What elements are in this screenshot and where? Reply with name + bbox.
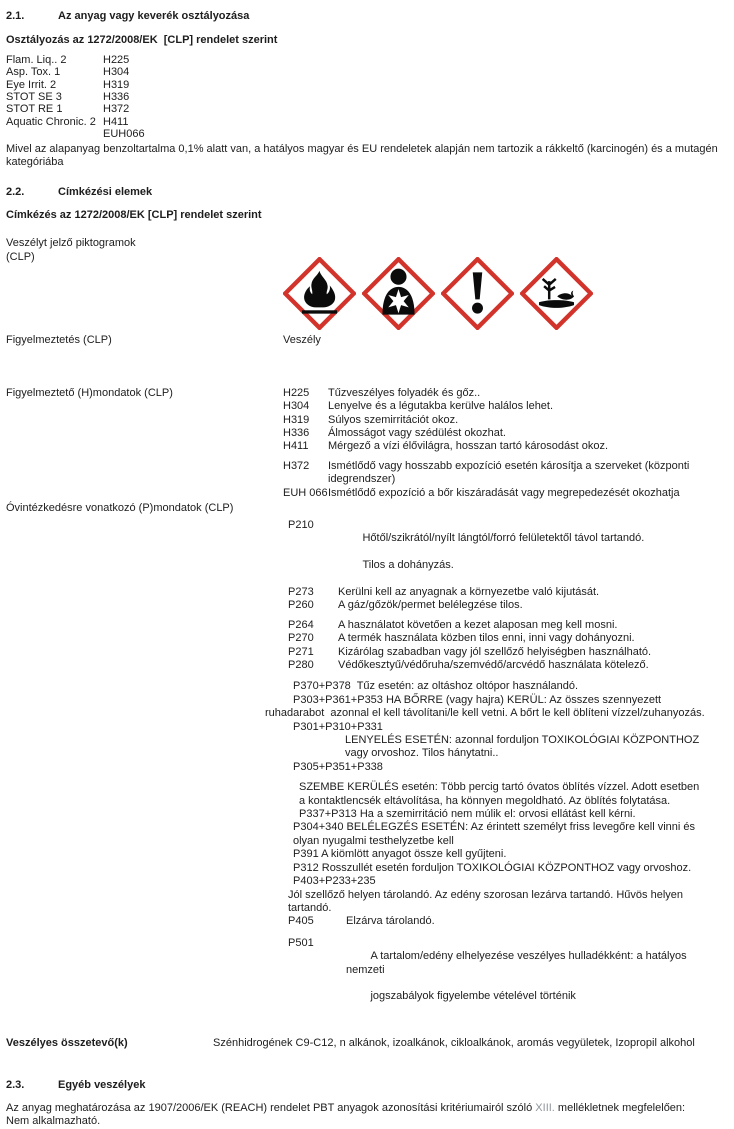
- pbt-result: Nem alkalmazható.: [6, 1115, 101, 1128]
- labelling-subtitle: Címkézés az 1272/2008/EK [CLP] rendelet szerint: [6, 208, 262, 221]
- hazard-code: H319: [103, 78, 130, 91]
- classification-row: [6, 91, 728, 103]
- p-statement: [283, 915, 728, 928]
- hazard-class: Eye Irrit. 2: [6, 78, 57, 91]
- pictogram-label-line2: (CLP): [6, 250, 35, 263]
- hazard-class: STOT RE 1: [6, 103, 63, 116]
- p-text: A használatot követően a kezet alaposan meg kell mosni.: [338, 618, 618, 631]
- hazard-code: H336: [103, 91, 130, 104]
- hazard-code: H411: [103, 115, 129, 128]
- h-text: Súlyos szemirritációt okoz.: [328, 413, 459, 426]
- classification-row: [6, 128, 728, 140]
- h-code: H336: [283, 426, 310, 439]
- ghs09-pictogram: [520, 257, 593, 330]
- p-statement-line: P304+340 BELÉLEGZÉS ESETÉN: Az érintett személyt friss levegőre kell vinni és: [293, 821, 695, 834]
- h-statements-list: [283, 387, 728, 500]
- section-title: Az anyag vagy keverék osztályozása: [58, 10, 250, 22]
- pbt-text-before: Az anyag meghatározása az 1907/2006/EK (REACH) rendelet PBT anyagok azonosítási kritériumairól szóló: [6, 1101, 536, 1114]
- h-text: Álmosságot vagy szédülést okozhat.: [328, 426, 506, 439]
- section-2-1-heading: [6, 10, 728, 23]
- ingredients-value: Szénhidrogének C9-C12, n alkánok, izoalkánok, cikloalkánok, aromás vegyületek, Izopropil alkohol: [213, 1037, 695, 1050]
- p-statement-line: Jól szellőző helyen tárolandó. Az edény szorosan lezárva tartandó. Hűvös helyen: [288, 888, 684, 901]
- p-statement-line: P391 A kiömlött anyagot össze kell gyűjteni.: [293, 848, 507, 861]
- hazard-code: EUH066: [103, 128, 145, 141]
- ingredients-label: Veszélyes összetevő(k): [6, 1037, 128, 1050]
- p-code: P264: [288, 618, 314, 631]
- signal-word: Veszély: [283, 334, 321, 347]
- hazard-code: H372: [103, 103, 130, 116]
- section-title: Egyéb veszélyek: [58, 1078, 146, 1091]
- p-statement-line: ruhadarabot azonnal el kell távolítani/le kell vetni. A bőrt le kell öblíteni vízzel/zuhanyozás.: [265, 707, 705, 720]
- p-code: P273: [288, 585, 314, 598]
- p-statement-line: a kontaktlencsék eltávolítása, ha könnyen megoldható. Az öblítés folytatása.: [299, 794, 671, 807]
- pictogram-label-line1: Veszélyt jelző piktogramok: [6, 237, 136, 250]
- p-statement-line: olyan nyugalmi testhelyzetbe kell: [293, 834, 454, 847]
- ingredients-row: [6, 1037, 728, 1050]
- h-statements-label: Figyelmeztető (H)mondatok (CLP): [6, 386, 173, 399]
- flame-icon: [283, 257, 356, 330]
- section-2-2-heading: [6, 186, 728, 199]
- p-statement: [283, 586, 728, 599]
- p-statement: [283, 519, 728, 586]
- hazard-class: Aquatic Chronic. 2: [6, 115, 96, 128]
- p-statement-line: vagy orvoshoz. Tilos hánytatni..: [345, 747, 499, 760]
- classification-row: [6, 116, 728, 128]
- h-code: EUH 066: [283, 486, 328, 499]
- hazard-class: STOT SE 3: [6, 91, 62, 104]
- ghs-pictograms: [283, 257, 728, 330]
- p-text: Kizárólag szabadban vagy jól szellőző helyiségben használható.: [338, 645, 652, 658]
- classification-row: [6, 103, 728, 115]
- p-code: P270: [288, 632, 314, 645]
- p-statement: [283, 937, 728, 1017]
- p-statement-line: P403+P233+235: [293, 875, 376, 888]
- p-statements-row: [6, 502, 728, 1017]
- ghs08-pictogram: [362, 257, 435, 330]
- p-statement: [283, 599, 728, 612]
- h-statement: [283, 400, 728, 413]
- h-statement: [283, 460, 728, 487]
- hazard-class: Asp. Tox. 1: [6, 66, 61, 79]
- p-text-line2: jogszabályok figyelembe vételével történik: [370, 990, 576, 1003]
- hazard-code: H304: [103, 66, 130, 79]
- ghs07-pictogram: [441, 257, 514, 330]
- p-statement-line: P303+P361+P353 HA BŐRRE (vagy hajra) KERÜL: Az összes szennyezett: [293, 693, 662, 706]
- p-statement: [283, 659, 728, 672]
- section-2-3-heading: [6, 1079, 728, 1092]
- hazard-class: Flam. Liq.. 2: [6, 53, 67, 66]
- signal-word-label: Figyelmeztetés (CLP): [6, 334, 112, 347]
- environment-icon: [520, 257, 593, 330]
- p-statement: [283, 619, 728, 632]
- health-hazard-icon: [362, 257, 435, 330]
- h-code: H372: [283, 459, 310, 472]
- h-text: Lenyelve és a légutakba kerülve halálos lehet.: [328, 400, 554, 413]
- p-statement-line: P312 Rosszullét esetén forduljon TOXIKOLÓGIAI KÖZPONTHOZ vagy orvoshoz.: [293, 861, 692, 874]
- h-text: Tűzveszélyes folyadék és gőz..: [328, 386, 481, 399]
- pbt-paragraph: [6, 1102, 728, 1129]
- classification-row: [6, 79, 728, 91]
- classification-row: [6, 66, 728, 78]
- p-code: P210: [288, 518, 314, 531]
- pbt-text-after: mellékletnek megfelelően:: [554, 1101, 686, 1114]
- p-code: P271: [288, 645, 314, 658]
- p-code: P405: [288, 915, 314, 928]
- h-code: H319: [283, 413, 310, 426]
- p-statement-line: P301+P310+P331: [293, 720, 383, 733]
- p-code: P280: [288, 659, 314, 671]
- classification-row: [6, 54, 728, 66]
- section-number: 2.3.: [6, 1078, 25, 1091]
- p-statement-line: P337+P313 Ha a szemirritáció nem múlik el: orvosi ellátást kell kérni.: [299, 808, 636, 821]
- h-statement: [283, 440, 728, 453]
- p-statement-line: LENYELÉS ESETÉN: azonnal forduljon TOXIKOLÓGIAI KÖZPONTHOZ: [345, 734, 700, 747]
- benzene-note: Mivel az alapanyag benzoltartalma 0,1% alatt van, a hatályos magyar és EU rendeletek alapján nem tartozik a rákkeltő (karcinogén) és a mutagén kategóriába: [6, 142, 718, 169]
- pictogram-row: [6, 237, 728, 330]
- p-statement-line: P370+P378 Tűz esetén: az oltáshoz oltópor használandó.: [293, 680, 579, 693]
- p-code: P260: [288, 599, 314, 612]
- p-statements-label: Óvintézkedésre vonatkozó (P)mondatok (CLP): [6, 501, 234, 514]
- pictogram-label: [6, 237, 283, 330]
- p-text-line1: A tartalom/edény elhelyezése veszélyes hulladékként: a hatályos nemzeti: [346, 950, 690, 976]
- h-code: H304: [283, 400, 310, 413]
- p-statement: [283, 632, 728, 645]
- annex-reference: XIII.: [535, 1101, 555, 1114]
- hazard-code: H225: [103, 53, 130, 66]
- p-statement-line: P305+P351+P338: [293, 760, 383, 773]
- hazard-class: [6, 128, 103, 140]
- p-text: Kerülni kell az anyagnak a környezetbe való kijutását.: [338, 585, 600, 598]
- p-text-line2: Tilos a dohányzás.: [362, 559, 454, 572]
- p-text: Védőkesztyű/védőruha/szemvédő/arcvédő használata kötelező.: [338, 659, 649, 671]
- h-code: H411: [283, 440, 309, 453]
- section-number: 2.1.: [6, 10, 25, 22]
- classification-subtitle: Osztályozás az 1272/2008/EK [CLP] rendelet szerint: [6, 34, 278, 47]
- ghs02-pictogram: [283, 257, 356, 330]
- section-number: 2.2.: [6, 186, 25, 199]
- p-text: Elzárva tárolandó.: [346, 915, 435, 928]
- h-statement: [283, 427, 728, 440]
- p-statement: [283, 646, 728, 659]
- section-title: Címkézési elemek: [58, 186, 153, 199]
- p-text: [338, 519, 728, 586]
- h-text: Mérgező a vízi élővilágra, hosszan tartó károsodást okoz.: [328, 440, 609, 453]
- p-statement-line: tartandó.: [288, 901, 332, 914]
- classification-table: [6, 54, 728, 141]
- exclamation-icon: [441, 257, 514, 330]
- h-text: Ismétlődő expozíció a bőr kiszáradását vagy megrepedezését okozhatja: [328, 486, 680, 499]
- p-text: A termék használata közben tilos enni, inni vagy dohányozni.: [338, 632, 635, 645]
- h-statements-row: [6, 387, 728, 500]
- p-statement-line: SZEMBE KERÜLÉS esetén: Több percig tartó óvatos öblítés vízzel. Adott esetben: [299, 781, 700, 794]
- h-statement: [283, 487, 728, 500]
- p-code: P501: [288, 936, 314, 949]
- p-text: A gáz/gőzök/permet belélegzése tilos.: [338, 599, 523, 612]
- h-code: H225: [283, 386, 310, 399]
- p-statements-list: [265, 502, 728, 1017]
- h-statement: [283, 414, 728, 427]
- p-text-line1: Hőtől/szikrától/nyílt lángtól/forró felületektől távol tartandó.: [362, 532, 645, 545]
- h-statement: [283, 387, 728, 400]
- signal-word-row: [6, 334, 728, 347]
- p-text: [346, 937, 728, 1017]
- h-text: Ismétlődő vagy hosszabb expozíció esetén károsítja a szerveket (központi idegrendszer): [328, 459, 693, 486]
